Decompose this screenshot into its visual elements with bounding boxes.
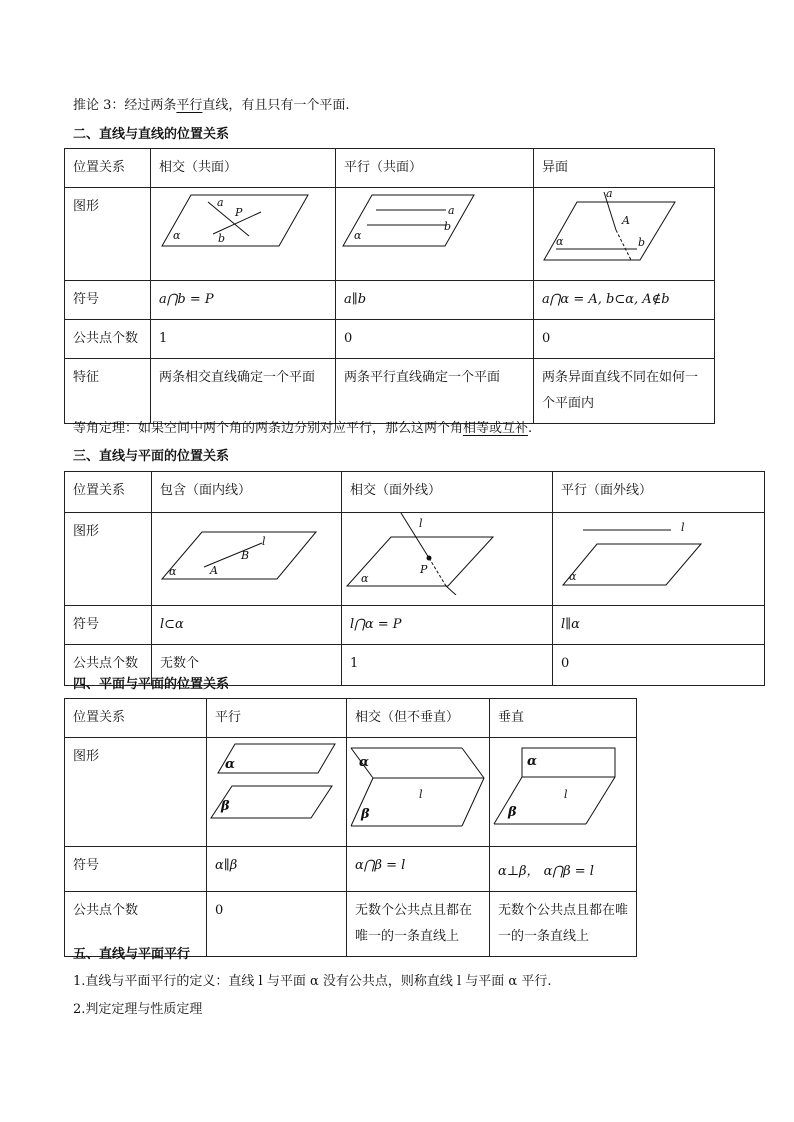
label-alpha: α	[225, 757, 236, 772]
corollary-3-suffix: 直线，有且只有一个平面.	[202, 98, 350, 113]
row-label-feature: 特征	[65, 359, 151, 424]
row-label-points: 公共点个数	[65, 645, 152, 686]
equal-angle-theorem	[73, 417, 532, 436]
label-b: b	[218, 232, 226, 245]
corollary-3	[73, 94, 350, 113]
label-A: A	[210, 564, 218, 577]
perpendicular-planes-figure	[490, 738, 636, 836]
row-label-figure: 图形	[65, 738, 207, 847]
label-l: l	[419, 517, 423, 530]
feature-cell: 两条异面直线不同在如何一个平面内	[534, 359, 715, 424]
header-cell: 相交（但不垂直）	[347, 699, 490, 738]
label-a: a	[217, 196, 224, 209]
corollary-3-underlined: 平行	[176, 98, 203, 113]
label-P: P	[420, 563, 428, 576]
line-in-plane-figure	[152, 513, 341, 595]
label-alpha: α	[173, 229, 181, 242]
figure-skew-lines	[534, 188, 715, 281]
corollary-3-prefix: 推论 3：经过两条	[73, 98, 177, 113]
section-3-title: 三、直线与平面的位置关系	[73, 449, 230, 464]
points-cell: 0	[336, 320, 534, 359]
header-cell: 异面	[534, 149, 715, 188]
symbol-cell: α⋂β = l	[347, 847, 490, 892]
figure-perpendicular-planes	[490, 738, 637, 847]
label-A: A	[622, 214, 630, 227]
feature-cell: 两条平行直线确定一个平面	[336, 359, 534, 424]
label-B: B	[241, 549, 250, 562]
label-alpha: α	[556, 235, 564, 248]
feature-cell: 两条相交直线确定一个平面	[151, 359, 336, 424]
points-cell: 无数个公共点且都在唯一的一条直线上	[490, 892, 637, 957]
label-b: b	[444, 220, 452, 233]
section-5-title: 五、直线与平面平行	[73, 947, 191, 962]
row-label-symbol: 符号	[65, 281, 151, 320]
symbol-cell: a∥b	[336, 281, 534, 320]
equal-angle-prefix: 等角定理：如果空间中两个角的两条边分别对应平行，那么这两个角	[73, 421, 464, 436]
row-label-symbol: 符号	[65, 606, 152, 645]
figure-line-in-plane	[152, 513, 342, 606]
label-l: l	[262, 535, 266, 548]
header-cell: 位置关系	[65, 699, 207, 738]
label-a: a	[448, 204, 455, 217]
row-label-figure: 图形	[65, 188, 151, 281]
header-cell: 垂直	[490, 699, 637, 738]
line-intersects-plane-figure	[342, 513, 552, 595]
equal-angle-underlined: 相等或互补	[463, 421, 529, 436]
header-cell: 平行	[207, 699, 347, 738]
label-alpha: α	[354, 229, 362, 242]
label-l: l	[681, 521, 685, 534]
figure-line-intersects-plane	[342, 513, 553, 606]
label-beta: β	[508, 805, 517, 820]
points-cell: 无数个	[152, 645, 342, 686]
label-b: b	[638, 236, 646, 249]
symbol-cell: α∥β	[207, 847, 347, 892]
symbol-cell: l⋂α = P	[342, 606, 553, 645]
points-cell: 无数个公共点且都在唯一的一条直线上	[347, 892, 490, 957]
theorem-heading: 2.判定定理与性质定理	[73, 1002, 203, 1017]
label-P: P	[235, 206, 243, 219]
parallel-lines-figure	[336, 188, 533, 270]
points-cell: 0	[207, 892, 347, 957]
symbol-cell: α⊥β， α⋂β = l	[490, 847, 637, 892]
points-cell: 0	[534, 320, 715, 359]
symbol-cell: a⋂b = P	[151, 281, 336, 320]
row-label-figure: 图形	[65, 513, 152, 606]
points-cell: 1	[151, 320, 336, 359]
intersecting-planes-figure	[347, 738, 489, 836]
equal-angle-suffix: .	[528, 421, 533, 436]
label-l: l	[419, 788, 423, 801]
figure-intersecting-lines	[151, 188, 336, 281]
label-alpha: α	[359, 755, 370, 770]
symbol-cell: l∥α	[553, 606, 765, 645]
figure-line-parallel-plane	[553, 513, 765, 606]
header-cell: 平行（共面）	[336, 149, 534, 188]
figure-parallel-planes	[207, 738, 347, 847]
label-l: l	[564, 788, 568, 801]
row-label-points: 公共点个数	[65, 320, 151, 359]
plane-plane-table	[64, 698, 637, 957]
header-cell: 位置关系	[65, 472, 152, 513]
label-alpha: α	[569, 570, 577, 583]
label-alpha: α	[361, 572, 369, 585]
symbol-cell: l⊂α	[152, 606, 342, 645]
line-parallel-plane-figure	[553, 513, 764, 595]
figure-intersecting-planes	[347, 738, 490, 847]
figure-parallel-lines	[336, 188, 534, 281]
header-cell: 相交（共面）	[151, 149, 336, 188]
line-plane-parallel-definition: 1.直线与平面平行的定义：直线 l 与平面 α 没有公共点，则称直线 l 与平面 α 平行.	[73, 974, 552, 989]
label-alpha: α	[169, 565, 177, 578]
label-alpha: α	[527, 754, 538, 769]
header-cell: 平行（面外线）	[553, 472, 765, 513]
header-cell: 位置关系	[65, 149, 151, 188]
label-a: a	[606, 188, 613, 200]
points-cell: 1	[342, 645, 553, 686]
row-label-points: 公共点个数	[65, 892, 207, 957]
label-beta: β	[221, 799, 230, 814]
section-4-title: 四、平面与平面的位置关系	[73, 677, 230, 692]
line-line-table	[64, 148, 715, 424]
line-plane-table	[64, 471, 765, 686]
intersecting-lines-figure	[151, 188, 335, 270]
label-beta: β	[361, 807, 370, 822]
header-cell: 包含（面内线）	[152, 472, 342, 513]
section-2-title: 二、直线与直线的位置关系	[73, 127, 230, 142]
symbol-cell: a⋂α = A, b⊂α, A∉b	[534, 281, 715, 320]
row-label-symbol: 符号	[65, 847, 207, 892]
skew-lines-figure	[534, 188, 714, 270]
header-cell: 相交（面外线）	[342, 472, 553, 513]
points-cell: 0	[553, 645, 765, 686]
parallel-planes-figure	[207, 738, 346, 836]
